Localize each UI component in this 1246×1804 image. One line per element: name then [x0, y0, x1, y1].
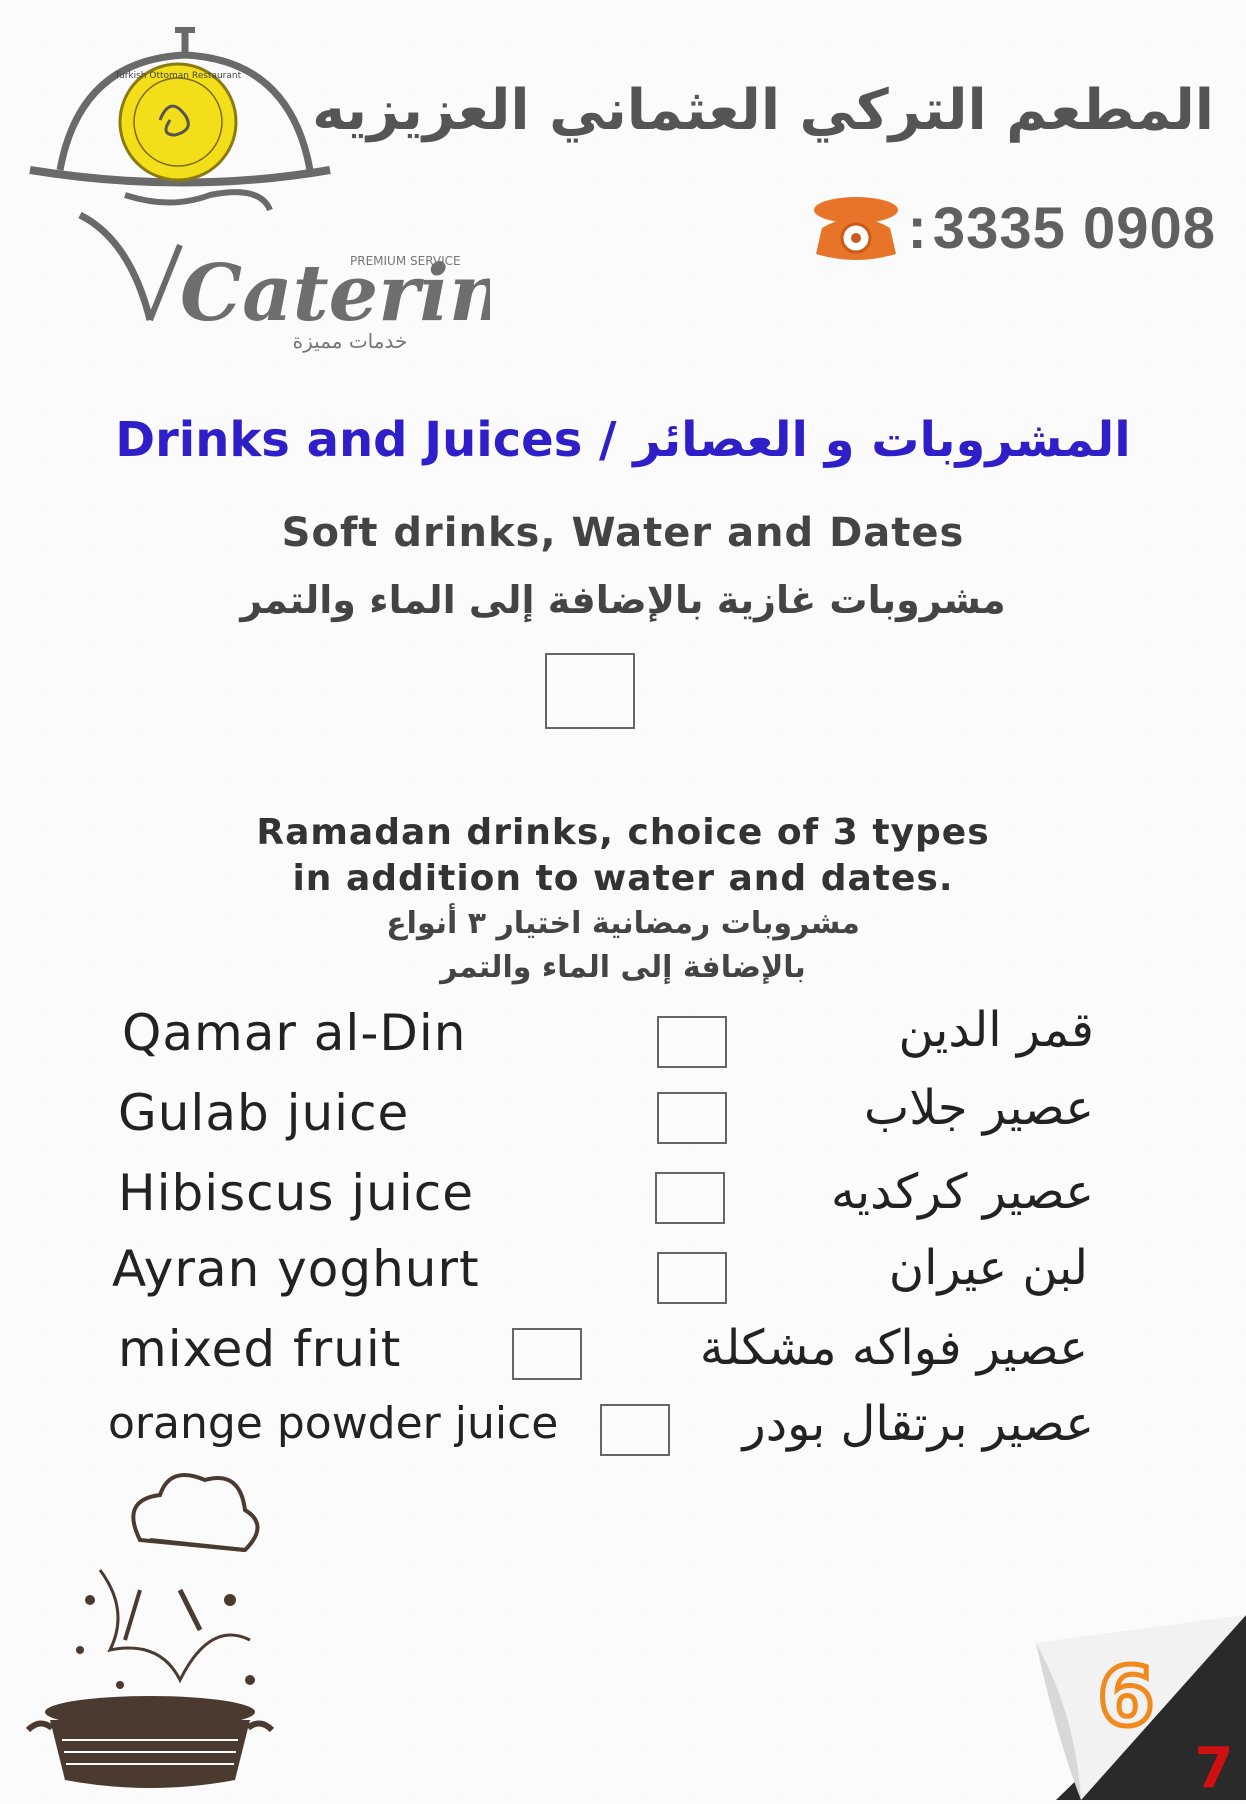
page-current-number: 7 [1194, 1736, 1234, 1800]
chef-pot-icon [20, 1440, 280, 1790]
svg-text:خدمات مميزة: خدمات مميزة [292, 329, 408, 353]
item-checkbox[interactable] [657, 1016, 727, 1068]
item-ar: لبن عيران [888, 1240, 1088, 1296]
item-ar: عصير فواكه مشكلة [699, 1320, 1088, 1376]
svg-text:Turkish Ottoman Restaurant: Turkish Ottoman Restaurant [114, 71, 242, 81]
item-en: Hibiscus juice [118, 1164, 475, 1222]
item-en: mixed fruit [118, 1320, 402, 1378]
page-curl-icon[interactable] [1036, 1615, 1246, 1800]
soft-drinks-checkbox[interactable] [545, 653, 635, 729]
ramadan-label-en-2: in addition to water and dates. [292, 858, 954, 899]
item-ar: عصير كركديه [831, 1164, 1094, 1220]
ramadan-label-ar-2: بالإضافة إلى الماء والتمر [440, 950, 806, 985]
item-en: Qamar al-Din [122, 1004, 467, 1062]
item-checkbox[interactable] [512, 1328, 582, 1380]
phone-number[interactable]: 3335 0908 [932, 195, 1216, 261]
soft-drinks-label-ar: مشروبات غازية بالإضافة إلى الماء والتمر [240, 578, 1006, 622]
catering-logo-icon [20, 20, 490, 360]
item-ar: عصير برتقال بودر [742, 1396, 1094, 1452]
item-ar: عصير جلاب [864, 1080, 1094, 1136]
phone-row [810, 188, 1217, 268]
svg-text:PREMIUM SERVICE: PREMIUM SERVICE [350, 254, 461, 268]
page-previous-number: 6 [1097, 1650, 1155, 1745]
item-checkbox[interactable] [657, 1252, 727, 1304]
telephone-icon [810, 188, 902, 268]
item-ar: قمر الدين [898, 1002, 1094, 1058]
phone-separator: : [907, 195, 927, 261]
item-en: Gulab juice [118, 1084, 410, 1142]
item-en: orange powder juice [108, 1398, 559, 1449]
item-checkbox[interactable] [655, 1172, 725, 1224]
item-checkbox[interactable] [657, 1092, 727, 1144]
svg-text:Catering: Cateri [180, 248, 450, 339]
section-title: Drinks and Juices / المشروبات و العصائر [115, 412, 1131, 468]
soft-drinks-label-en: Soft drinks, Water and Dates [281, 510, 965, 556]
item-checkbox[interactable] [600, 1404, 670, 1456]
ramadan-label-ar-1: مشروبات رمضانية اختيار ٣ أنواع [386, 906, 860, 941]
restaurant-name: المطعم التركي العثماني العزيزيه [312, 78, 1214, 143]
item-en: Ayran yoghurt [112, 1240, 480, 1298]
ramadan-label-en-1: Ramadan drinks, choice of 3 types [256, 812, 990, 853]
